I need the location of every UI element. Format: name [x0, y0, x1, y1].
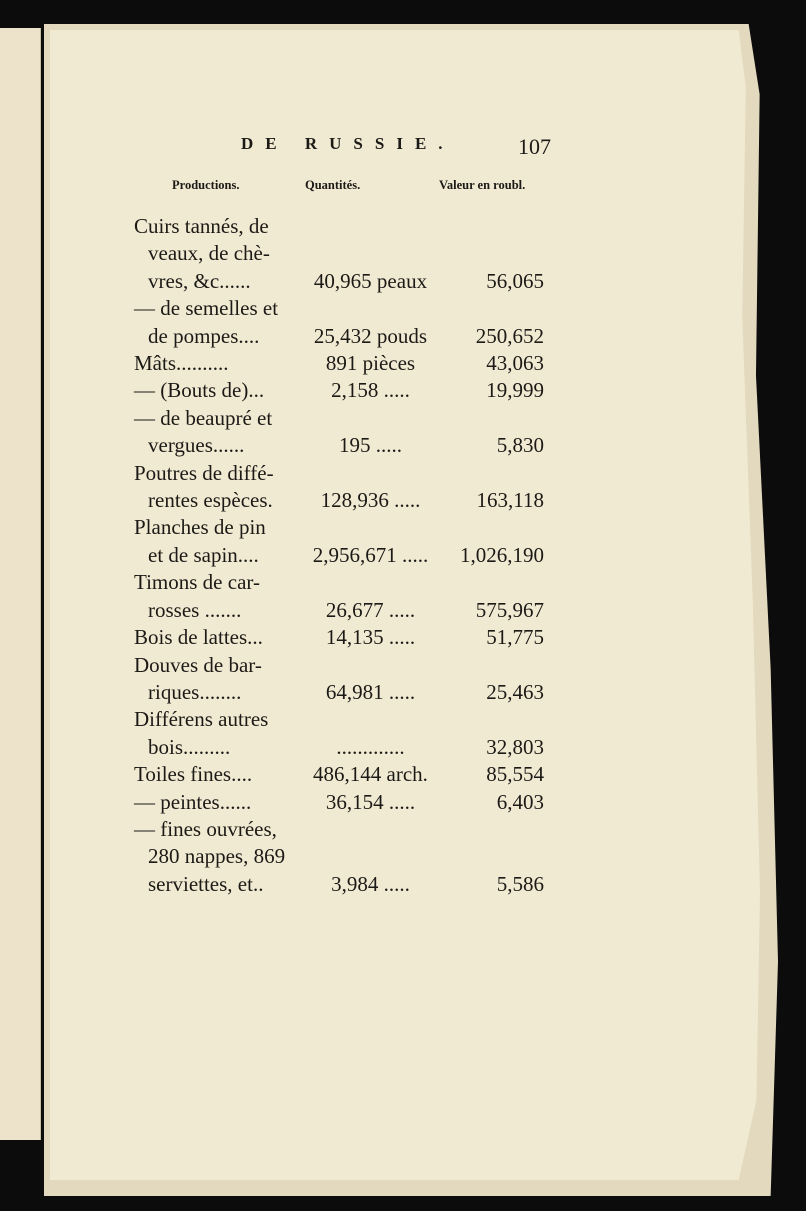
- value-cell: 6,403: [496, 789, 544, 814]
- table-row: [134, 871, 544, 898]
- product-cell: 280 nappes, 869: [148, 844, 286, 869]
- table-row: [134, 514, 544, 541]
- page-number: 107: [518, 134, 551, 159]
- product-cell: riques........: [148, 679, 242, 704]
- column-header-valeur: Valeur en roubl.: [439, 178, 526, 192]
- facing-page-edge: [0, 28, 41, 1140]
- table-row: [134, 789, 544, 816]
- product-cell: rosses .......: [148, 597, 242, 622]
- table-row: [134, 843, 544, 870]
- table-row: [134, 734, 544, 761]
- product-cell: Timons de car-: [134, 570, 260, 595]
- value-cell: 32,803: [486, 734, 544, 759]
- value-cell: 43,063: [486, 351, 544, 376]
- table-row: [134, 213, 544, 240]
- product-cell: serviettes, et..: [148, 871, 264, 896]
- table-row: [134, 597, 544, 624]
- value-cell: 51,775: [486, 625, 544, 650]
- product-cell: Poutres de diffé-: [134, 460, 274, 485]
- table-row: [134, 706, 544, 733]
- quantity-cell: 26,677 .....: [325, 597, 416, 622]
- product-cell: — de beaupré et: [134, 405, 273, 430]
- product-cell: Cuirs tannés, de: [134, 214, 269, 238]
- table-row: [134, 405, 544, 432]
- product-cell: vergues......: [148, 433, 245, 458]
- product-cell: Différens autres: [134, 707, 269, 732]
- quantity-cell: 36,154 .....: [325, 789, 416, 814]
- page-header: [0, 0, 806, 192]
- quantity-cell: 64,981 .....: [325, 679, 416, 704]
- product-cell: — fines ouvrées,: [134, 816, 277, 841]
- value-cell: 163,118: [476, 488, 544, 513]
- quantity-cell: 14,135 .....: [325, 625, 416, 650]
- table-row: [134, 377, 544, 404]
- product-cell: — peintes......: [134, 789, 252, 814]
- quantity-cell: .............: [336, 734, 405, 759]
- value-cell: 575,967: [475, 597, 544, 622]
- value-cell: 85,554: [486, 762, 544, 787]
- quantity-cell: 3,984 .....: [331, 871, 410, 896]
- value-cell: 19,999: [486, 378, 544, 403]
- table-row: [134, 487, 544, 514]
- value-cell: 1,026,190: [460, 542, 544, 567]
- table-row: [134, 432, 544, 459]
- quantity-cell: 2,956,671 .....: [312, 542, 429, 567]
- column-header-productions: Productions.: [172, 178, 240, 192]
- product-cell: de pompes....: [148, 323, 260, 348]
- product-cell: bois.........: [148, 734, 231, 759]
- product-cell: veaux, de chè-: [148, 241, 270, 266]
- table-row: [134, 624, 544, 651]
- value-cell: 56,065: [486, 268, 544, 293]
- quantity-cell: 25,432 pouds: [313, 323, 428, 348]
- table-row: [134, 268, 544, 295]
- table-row: [134, 816, 544, 843]
- quantity-cell: 195 .....: [339, 433, 402, 458]
- product-cell: — de semelles et: [134, 296, 279, 321]
- column-header-quantites: Quantités.: [305, 178, 361, 192]
- product-cell: Bois de lattes...: [134, 625, 263, 650]
- quantity-cell: 2,158 .....: [331, 378, 410, 403]
- quantity-cell: 128,936 .....: [320, 488, 421, 513]
- product-cell: rentes espèces.: [148, 488, 273, 513]
- product-cell: et de sapin....: [148, 542, 259, 567]
- table-row: [134, 323, 544, 350]
- product-cell: vres, &c......: [148, 268, 251, 293]
- running-title: DE RUSSIE.: [241, 134, 455, 153]
- table-row: [134, 761, 544, 788]
- value-cell: 250,652: [475, 323, 544, 348]
- quantity-cell: 891 pièces: [325, 351, 416, 376]
- table-row: [134, 240, 544, 267]
- product-cell: Planches de pin: [134, 515, 266, 540]
- product-cell: — (Bouts de)...: [134, 378, 265, 403]
- product-cell: Douves de bar-: [134, 652, 262, 677]
- table-row: [134, 542, 544, 569]
- table-row: [134, 679, 544, 706]
- value-cell: 5,830: [496, 433, 544, 458]
- quantity-cell: 40,965 peaux: [313, 268, 428, 293]
- product-cell: Mâts..........: [134, 351, 229, 376]
- table-row: [134, 350, 544, 377]
- product-cell: Toiles fines....: [134, 762, 253, 787]
- quantity-cell: 486,144 arch.: [313, 762, 428, 787]
- value-cell: 5,586: [496, 871, 544, 896]
- table-row: [134, 569, 544, 596]
- table-row: [134, 295, 544, 322]
- value-cell: 25,463: [486, 679, 544, 704]
- table-row: [134, 652, 544, 679]
- table-row: [134, 460, 544, 487]
- production-table: [134, 213, 544, 898]
